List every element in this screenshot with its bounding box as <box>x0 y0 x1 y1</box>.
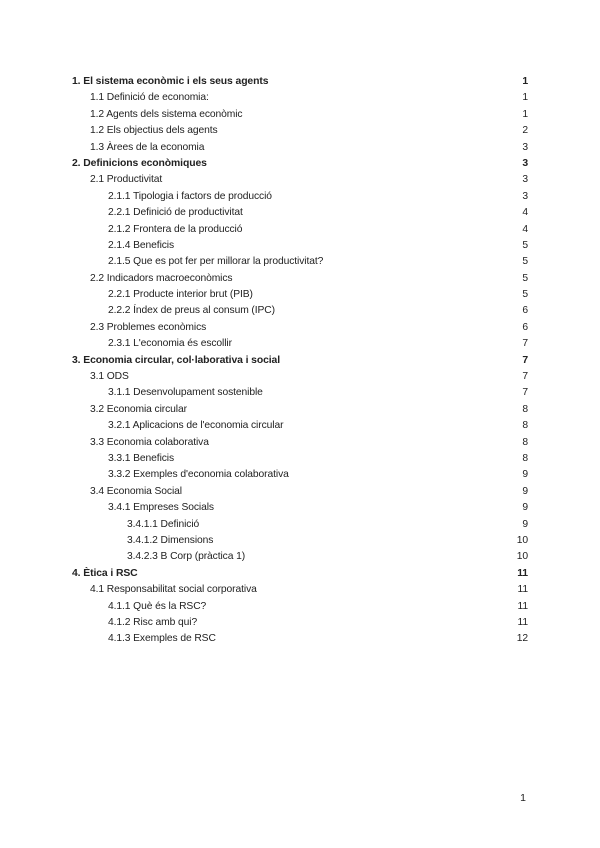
toc-entry-page: 4 <box>522 223 528 235</box>
toc-entry-page: 7 <box>522 387 528 399</box>
toc-entry-page: 8 <box>522 403 528 415</box>
toc-entry-page: 8 <box>522 420 528 432</box>
toc-entry-page: 3 <box>522 141 528 153</box>
toc-entry-page: 5 <box>522 272 528 284</box>
toc-entry-title: 1.2 Agents dels sistema econòmic <box>90 108 243 120</box>
toc-entry[interactable] <box>72 172 528 188</box>
toc-entry-title: 3.2 Economia circular <box>90 403 187 415</box>
toc-entry-title: 3.3 Economia colaborativa <box>90 436 209 448</box>
toc-entry-title: 2.1.1 Tipologia i factors de producció <box>108 190 272 202</box>
toc-entry-title: 2.1.4 Beneficis <box>108 239 175 251</box>
toc-entry-page: 7 <box>522 354 528 366</box>
toc-entry-title: 3.2.1 Aplicacions de l'economia circular <box>108 420 284 432</box>
toc-entry-page: 9 <box>522 502 528 514</box>
toc-entry-title: 2.1.2 Frontera de la producció <box>108 223 243 235</box>
toc-entry-title: 2.3.1 L'economia és escollir <box>108 338 232 350</box>
toc-entry[interactable] <box>72 238 528 254</box>
toc-entry-page: 4 <box>522 207 528 219</box>
toc-entry-title: 3. Economia circular, col·laborativa i social <box>72 354 281 366</box>
toc-entry[interactable] <box>72 402 528 418</box>
toc-entry-title: 2.2.2 Índex de preus al consum (IPC) <box>108 305 275 317</box>
toc-entry[interactable] <box>72 549 528 565</box>
toc-entry-title: 1. El sistema econòmic i els seus agents <box>72 76 269 87</box>
toc-entry[interactable] <box>72 222 528 238</box>
toc-entry[interactable] <box>72 467 528 483</box>
toc-entry-title: 1.3 Àrees de la economia <box>90 141 205 153</box>
toc-entry-page: 9 <box>522 485 528 497</box>
toc-entry[interactable] <box>72 418 528 434</box>
toc-entry-title: 3.4 Economia Social <box>90 485 182 497</box>
toc-entry[interactable] <box>72 205 528 221</box>
toc-entry-title: 3.3.2 Exemples d'economia colaborativa <box>108 469 289 481</box>
toc-entry-page: 11 <box>517 584 528 596</box>
toc-entry-page: 3 <box>522 157 528 169</box>
toc-entry-page: 2 <box>522 125 528 137</box>
toc-entry[interactable] <box>72 500 528 516</box>
toc-entry[interactable] <box>72 156 528 172</box>
toc-entry-title: 2.2.1 Definició de productivitat <box>108 207 243 219</box>
toc-entry-title: 2.1 Productivitat <box>90 174 163 186</box>
toc-entry-title: 4.1.3 Exemples de RSC <box>108 633 216 645</box>
toc-entry-title: 1.1 Definició de economia: <box>90 92 209 104</box>
toc-entry-page: 9 <box>522 469 528 481</box>
toc-entry-page: 6 <box>522 305 528 317</box>
toc-entry[interactable] <box>72 599 528 615</box>
toc-entry[interactable] <box>72 320 528 336</box>
toc-entry-page: 5 <box>522 256 528 268</box>
toc-entry-title: 1.2 Els objectius dels agents <box>90 125 218 137</box>
toc-entry[interactable] <box>72 303 528 319</box>
toc-entry-page: 10 <box>516 551 528 563</box>
toc-entry[interactable] <box>72 287 528 303</box>
table-of-contents <box>72 74 528 648</box>
toc-entry-title: 2.1.5 Que es pot fer per millorar la productivitat? <box>108 256 324 268</box>
toc-entry-page: 7 <box>522 338 528 350</box>
toc-entry-page: 10 <box>516 534 528 546</box>
toc-entry-page: 9 <box>522 518 528 530</box>
toc-entry[interactable] <box>72 90 528 106</box>
toc-entry[interactable] <box>72 369 528 385</box>
toc-entry[interactable] <box>72 533 528 549</box>
toc-entry-page: 5 <box>522 289 528 301</box>
toc-entry-title: 3.3.1 Beneficis <box>108 452 175 464</box>
toc-entry-title: 4.1.2 Risc amb qui? <box>108 616 198 628</box>
toc-entry[interactable] <box>72 385 528 401</box>
toc-entry-title: 3.1 ODS <box>90 371 129 383</box>
toc-entry[interactable] <box>72 517 528 533</box>
toc-entry-page: 11 <box>517 600 528 612</box>
toc-entry-title: 3.4.1.2 Dimensions <box>127 534 214 546</box>
toc-entry-page: 8 <box>522 436 528 448</box>
toc-entry-title: 4.1 Responsabilitat social corporativa <box>90 584 257 596</box>
toc-entry-page: 8 <box>522 452 528 464</box>
toc-entry[interactable] <box>72 631 528 647</box>
toc-entry[interactable] <box>72 107 528 123</box>
toc-entry[interactable] <box>72 123 528 139</box>
toc-entry[interactable] <box>72 336 528 352</box>
toc-entry-page: 6 <box>522 321 528 333</box>
toc-entry-page: 1 <box>522 108 528 120</box>
toc-entry-title: 3.4.1.1 Definició <box>127 518 200 530</box>
toc-entry-page: 1 <box>522 92 528 104</box>
toc-entry-title: 2.2 Indicadors macroeconòmics <box>90 272 233 284</box>
toc-entry[interactable] <box>72 254 528 270</box>
toc-entry[interactable] <box>72 615 528 631</box>
toc-entry-title: 2.3 Problemes econòmics <box>90 321 207 333</box>
toc-entry[interactable] <box>72 451 528 467</box>
toc-entry[interactable] <box>72 484 528 500</box>
toc-entry-title: 3.4.2.3 B Corp (pràctica 1) <box>127 551 246 563</box>
toc-entry-title: 3.1.1 Desenvolupament sostenible <box>108 387 263 399</box>
toc-entry[interactable] <box>72 189 528 205</box>
page-number: 1 <box>520 792 526 804</box>
toc-entry-page: 3 <box>522 174 528 186</box>
toc-entry-page: 11 <box>517 616 528 628</box>
toc-entry[interactable] <box>72 435 528 451</box>
toc-entry-page: 7 <box>522 371 528 383</box>
toc-entry-title: 3.4.1 Empreses Socials <box>108 502 214 514</box>
toc-entry[interactable] <box>72 74 528 90</box>
toc-entry[interactable] <box>72 566 528 582</box>
toc-entry[interactable] <box>72 582 528 598</box>
toc-entry-page: 11 <box>517 567 528 579</box>
toc-entry-title: 4.1.1 Què és la RSC? <box>108 600 207 612</box>
toc-entry-page: 12 <box>516 633 528 645</box>
toc-entry[interactable] <box>72 271 528 287</box>
toc-entry[interactable] <box>72 353 528 369</box>
toc-entry[interactable] <box>72 140 528 156</box>
toc-entry-title: 2.2.1 Producte interior brut (PIB) <box>108 289 253 301</box>
toc-entry-title: 2. Definicions econòmiques <box>72 157 207 169</box>
toc-entry-page: 1 <box>522 76 528 87</box>
toc-entry-title: 4. Ètica i RSC <box>72 567 138 579</box>
toc-entry-page: 5 <box>522 239 528 251</box>
toc-entry-page: 3 <box>522 190 528 202</box>
